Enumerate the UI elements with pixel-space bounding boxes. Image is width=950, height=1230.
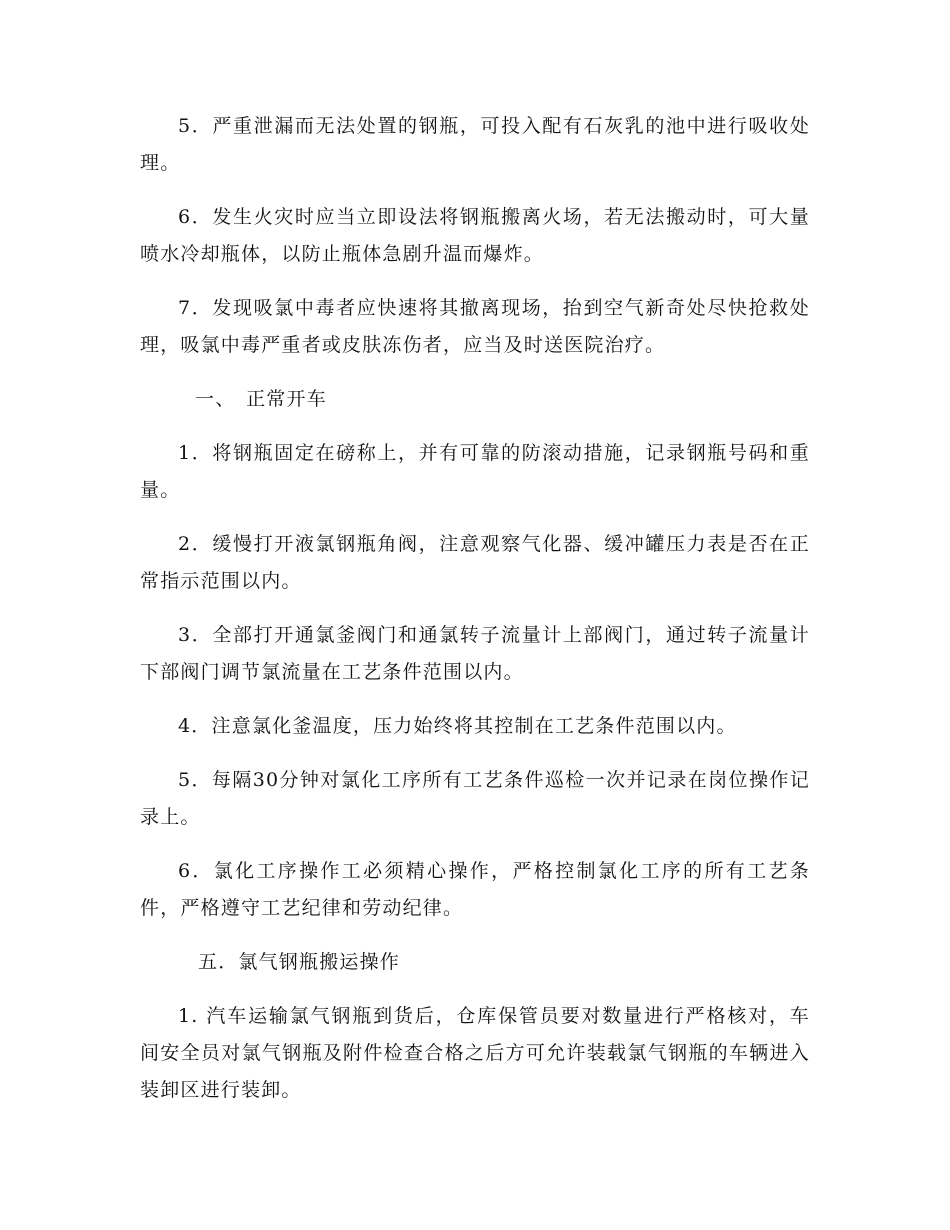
document-body bbox=[140, 108, 810, 1126]
list-item-operator-discipline: 6．氯化工序操作工必须精心操作，严格控制氯化工序的所有工艺条件，严格遵守工艺纪律和劳动纪律。 bbox=[140, 860, 810, 919]
paragraph-poisoning-rescue: 7．发现吸氯中毒者应快速将其撤离现场，抬到空气新奇处尽快抢救处理，吸氯中毒严重者或皮肤冻伤者，应当及时送医院治疗。 bbox=[140, 297, 810, 356]
section-heading-normal-start: 一、 正常开车 bbox=[195, 388, 327, 410]
list-item-inspection-interval: 5．每隔30分钟对氯化工序所有工艺条件巡检一次并记录在岗位操作记录上。 bbox=[140, 769, 810, 828]
section-heading-cylinder-handling: 五．氯气钢瓶搬运操作 bbox=[198, 951, 401, 973]
list-item-fix-cylinder: 1．将钢瓶固定在磅称上，并有可靠的防滚动措施，记录钢瓶号码和重量。 bbox=[140, 442, 810, 501]
paragraph-leak-disposal: 5．严重泄漏而无法处置的钢瓶，可投入配有石灰乳的池中进行吸收处理。 bbox=[140, 115, 810, 174]
list-item-flow-control: 3．全部打开通氯釜阀门和通氯转子流量计上部阀门，通过转子流量计下部阀门调节氯流量在工艺条件范围以内。 bbox=[140, 624, 810, 683]
list-item-temperature-pressure: 4．注意氯化釜温度，压力始终将其控制在工艺条件范围以内。 bbox=[178, 715, 737, 737]
list-item-truck-unloading: 1. 汽车运输氯气钢瓶到货后，仓库保管员要对数量进行严格核对，车间安全员对氯气钢瓶及附件检查合格之后方可允许装载氯气钢瓶的车辆进入装卸区进行装卸。 bbox=[140, 1005, 810, 1101]
list-item-open-valve: 2．缓慢打开液氯钢瓶角阀，注意观察气化器、缓冲罐压力表是否在正常指示范围以内。 bbox=[140, 533, 810, 592]
paragraph-fire-response: 6．发生火灾时应当立即设法将钢瓶搬离火场，若无法搬动时，可大量喷水冷却瓶体，以防止瓶体急剧升温而爆炸。 bbox=[140, 206, 810, 265]
